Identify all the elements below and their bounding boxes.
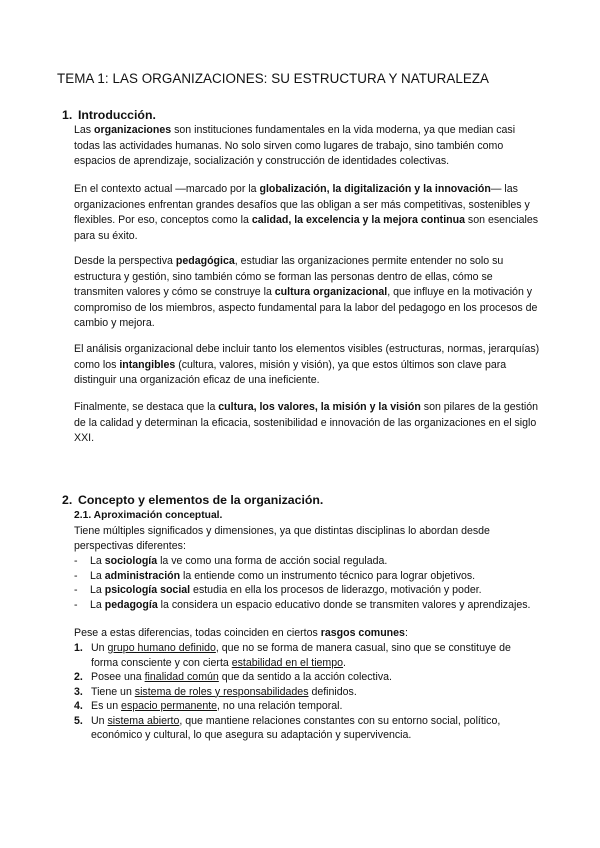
underlined-term: finalidad común [144, 671, 219, 683]
text: . [343, 656, 346, 669]
underlined-term: sistema de roles y responsabilidades [134, 685, 309, 698]
item-number: 2. [74, 671, 83, 683]
item-number: 4. [74, 700, 83, 712]
section-2-number: 2. [62, 493, 73, 507]
text: La [90, 584, 105, 596]
text: Pese a estas diferencias, todas coinciden en ciertos [74, 627, 321, 639]
text: que da sentido a la acción colectiva. [218, 671, 392, 683]
underlined-term: estabilidad en el tiempo [231, 656, 344, 669]
text: la ve como una forma de acción social regulada. [157, 555, 388, 567]
item-number: 1. [74, 642, 83, 654]
text: Desde la perspectiva [74, 255, 176, 267]
text: La [90, 598, 105, 611]
common-traits-list [74, 641, 540, 743]
list-item [74, 598, 574, 613]
text: , que no se forma de manera casual, sino que se constituye de forma consciente y con cierta [91, 642, 511, 669]
section-1-number: 1. [62, 108, 73, 122]
text: , estudiar las organizaciones permite entender no solo su estructura y gestión, sino también cómo se forman las personas dentro de ellas, cómo se transmiten valores y cómo se construye la [74, 255, 504, 298]
item-number: 5. [74, 714, 83, 727]
text: Las [74, 124, 95, 136]
text: Finalmente, se destaca que la [74, 401, 219, 413]
bold-term: psicología social [104, 584, 191, 596]
concept-intro: Tiene múltiples significados y dimensiones, ya que distintas disciplinas lo abordan desde perspectivas diferentes: [74, 525, 490, 552]
item-number: 3. [74, 685, 83, 698]
bold-term: pedagogía [104, 598, 158, 611]
subsection-2-1-heading: 2.1. Aproximación conceptual. [74, 510, 223, 521]
bold-term: intangibles [119, 358, 176, 371]
disciplines-list [74, 554, 574, 612]
text: En el contexto actual —marcado por la [74, 183, 260, 195]
bold-term: administración [104, 569, 181, 582]
intro-paragraph-2 [74, 182, 540, 244]
bold-term: organizaciones [94, 124, 172, 136]
intro-paragraph-3 [74, 254, 540, 332]
bold-term: calidad, la excelencia y la mejora continua [251, 214, 465, 226]
text: — las organizaciones enfrentan grandes desafíos que las obligan a ser más competitivas, sostenibles y flexibles. Por eso, conceptos como la [74, 183, 530, 226]
section-1-title: Introducción. [78, 108, 156, 122]
text: son instituciones fundamentales en la vida moderna, ya que median casi todas las actividades humanas. No solo sirven como lugares de trabajo, sino también como espacios de aprendizaje, socialización y construcción de identidades colectivas. [74, 124, 516, 167]
intro-paragraph-5 [74, 400, 540, 447]
text: definidos. [308, 685, 357, 698]
bullet-dash: - [74, 555, 78, 567]
bullet-dash: - [74, 569, 78, 582]
underlined-term: grupo humano definido [107, 642, 216, 654]
list-item [74, 699, 540, 714]
underlined-term: sistema abierto [107, 714, 180, 727]
section-2-title: Concepto y elementos de la organización. [78, 493, 324, 507]
text: son pilares de la gestión de la calidad y determinan la eficacia, sostenibilidad e innovación de las organizaciones en el siglo XXI. [74, 401, 539, 444]
bold-term: cultura organizacional [274, 286, 388, 298]
section-1-heading [62, 108, 156, 122]
list-item [74, 569, 574, 584]
document-title: TEMA 1: LAS ORGANIZACIONES: SU ESTRUCTURA Y NATURALEZA [57, 71, 490, 86]
text: son esenciales para su éxito. [74, 214, 539, 242]
bold-term: rasgos comunes [320, 627, 405, 639]
list-item [74, 554, 574, 569]
text: , no una relación temporal. [217, 700, 343, 712]
text: , que influye en la motivación y compromiso de los miembros, aspecto fundamental para la labor del pedagogo en los procesos de cambio y mejora. [74, 286, 538, 329]
section-2-heading [62, 493, 323, 507]
list-item [74, 670, 540, 685]
text: Un [91, 714, 108, 727]
list-item [74, 641, 540, 670]
common-traits-intro [74, 626, 540, 642]
intro-paragraph-1 [74, 123, 540, 170]
underlined-term: espacio permanente [121, 700, 218, 712]
bold-term: pedagógica [175, 255, 235, 267]
bullet-dash: - [74, 598, 78, 611]
intro-paragraph-4 [74, 342, 540, 389]
text: la considera un espacio educativo donde se transmiten valores y aprendizajes. [157, 598, 531, 611]
text: El análisis organizacional debe incluir tanto los elementos visibles (estructuras, normas, jerarquías) como los [74, 343, 540, 371]
text: Posee una [91, 671, 145, 683]
bold-term: cultura, los valores, la misión y la visión [218, 401, 421, 413]
text: Un [91, 642, 108, 654]
text: la entiende como un instrumento técnico para lograr objetivos. [180, 569, 476, 582]
text: Tiene un [91, 685, 135, 698]
text: : [404, 627, 408, 639]
list-item [74, 583, 574, 598]
text: La [90, 555, 105, 567]
list-item [74, 685, 540, 700]
text: Es un [91, 700, 122, 712]
bold-term: sociología [104, 555, 158, 567]
text: (cultura, valores, misión y visión), ya que estos últimos son clave para distinguir una organización eficaz de una ineficiente. [74, 358, 507, 386]
list-item [74, 714, 540, 743]
text: La [90, 569, 105, 582]
bold-term: globalización, la digitalización y la innovación [259, 183, 491, 195]
text: , que mantiene relaciones constantes con su entorno social, político, económico y cultural, lo que asegura su adaptación y supervivencia. [91, 714, 501, 741]
bullet-dash: - [74, 584, 78, 596]
text: estudia en ella los procesos de liderazgo, motivación y poder. [190, 584, 482, 596]
